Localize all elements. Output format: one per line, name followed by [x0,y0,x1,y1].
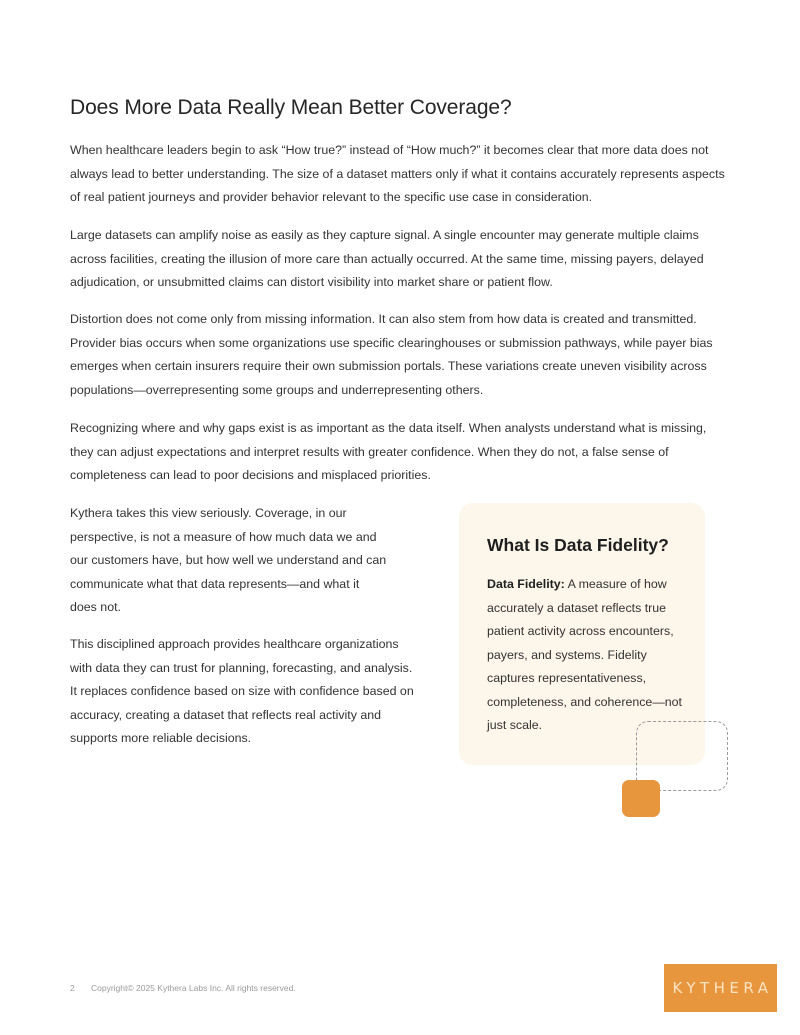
page-number: 2 [70,983,75,993]
callout-definition-text: A measure of how accurately a dataset reflects true patient activity across encounters, payers, and systems. Fidelity captures representativeness, completeness, and coherence—not just scale. [487,577,682,732]
decorative-orange-square [622,780,660,817]
paragraph-disciplined-approach: This disciplined approach provides healthcare organizations with data they can trust for planning, forecasting, and analysis. It replaces confidence based on size with confidence based on accuracy, creating a dataset that reflects real activity and supports more reliable decisions. [70,637,414,745]
paragraph-noise-signal: Large datasets can amplify noise as easily as they capture signal. A single encounter may generate multiple claims across facilities, creating the illusion of more care than actually occurred. At the same time, missing payers, delayed adjudication, or unsubmitted claims can distort visibility into market share or patient flow. [70,228,704,289]
kythera-logo [664,964,777,1012]
callout-title: What Is Data Fidelity? [487,535,669,555]
page-title: Does More Data Really Mean Better Coverage? [70,96,512,119]
paragraph-kythera-view: Kythera takes this view seriously. Coverage, in our perspective, is not a measure of how much data we and our customers have, but how well we understand and can communicate what that data represents—and what it does not. [70,506,387,614]
logo-wordmark: KYTHERA [672,979,773,997]
paragraph-how-true: When healthcare leaders begin to ask “How true?” instead of “How much?” it becomes clear that more data does not always lead to better understanding. The size of a dataset matters only if what it contains accurately represents aspects of real patient journeys and provider behavior relevant to the specific use case in consideration. [70,143,725,204]
callout-definition [487,573,687,738]
paragraph-distortion: Distortion does not come only from missing information. It can also stem from how data is created and transmitted. Provider bias occurs when some organizations use specific clearinghouses or submission pathways, while payer bias emerges when certain insurers require their own submission portals. These variations create uneven visibility across populations—overrepresenting some groups and underrepresenting others. [70,312,713,397]
copyright-notice: Copyright© 2025 Kythera Labs Inc. All rights reserved. [91,983,296,993]
callout-term: Data Fidelity: [487,577,565,591]
paragraph-gaps: Recognizing where and why gaps exist is as important as the data itself. When analysts understand what is missing, they can adjust expectations and interpret results with greater confidence. When they do not, a false sense of completeness can lead to poor decisions and misplaced priorities. [70,421,707,482]
